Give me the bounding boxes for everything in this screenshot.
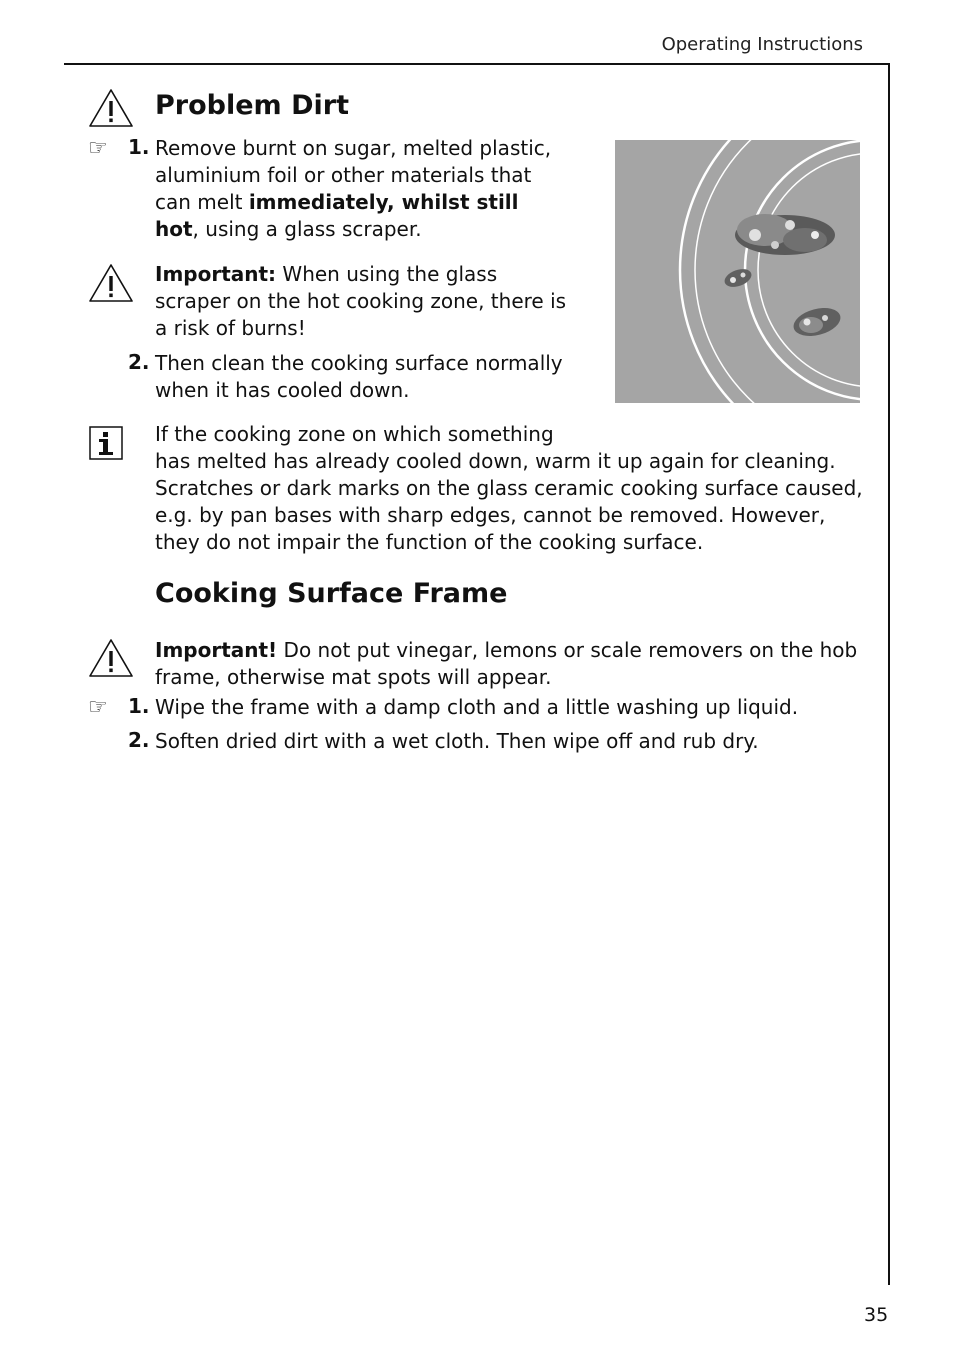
warning-note: Important: When using the glass scraper on the hot cooking zone, there is a risk of burns! <box>155 262 567 340</box>
info-icon <box>88 425 124 461</box>
step-number: 2. <box>128 350 150 374</box>
warning-triangle-icon <box>88 638 134 678</box>
section-title-cooking-surface-frame: Cooking Surface Frame <box>155 578 508 609</box>
side-rule <box>888 63 890 1285</box>
section-title-problem-dirt: Problem Dirt <box>155 90 349 121</box>
header-rule <box>64 63 890 65</box>
step-number: 2. <box>128 728 150 752</box>
cooking-zone-illustration <box>615 140 860 403</box>
warning-triangle-icon <box>88 88 134 128</box>
running-header: Operating Instructions <box>661 34 863 55</box>
step-1-text: Wipe the frame with a damp cloth and a little washing up liquid. <box>155 695 799 719</box>
step-2-text: Then clean the cooking surface normally when it has cooled down. <box>155 351 563 402</box>
warning-note: Important! Do not put vinegar, lemons or scale removers on the hob frame, otherwise mat spots will appear. <box>155 638 858 689</box>
page-number: 35 <box>864 1304 889 1326</box>
step-1-text: Remove burnt on sugar, melted plastic, aluminium foil or other materials that can melt immediately, whilst still hot, using a glass scraper. <box>155 136 552 241</box>
pointing-hand-icon: ☞ <box>88 695 108 720</box>
step-number: 1. <box>128 135 150 159</box>
info-note: If the cooking zone on which something has melted has already cooled down, warm it up again for cleaning. Scratches or dark marks on the glass ceramic cooking surface caused, e.g. by pan bases with sharp edges, cannot be removed. However, they do not impair the function of the cooking surface. <box>155 422 863 554</box>
step-2-text: Soften dried dirt with a wet cloth. Then wipe off and rub dry. <box>155 729 759 753</box>
pointing-hand-icon: ☞ <box>88 136 108 161</box>
step-number: 1. <box>128 694 150 718</box>
warning-triangle-icon <box>88 263 134 303</box>
